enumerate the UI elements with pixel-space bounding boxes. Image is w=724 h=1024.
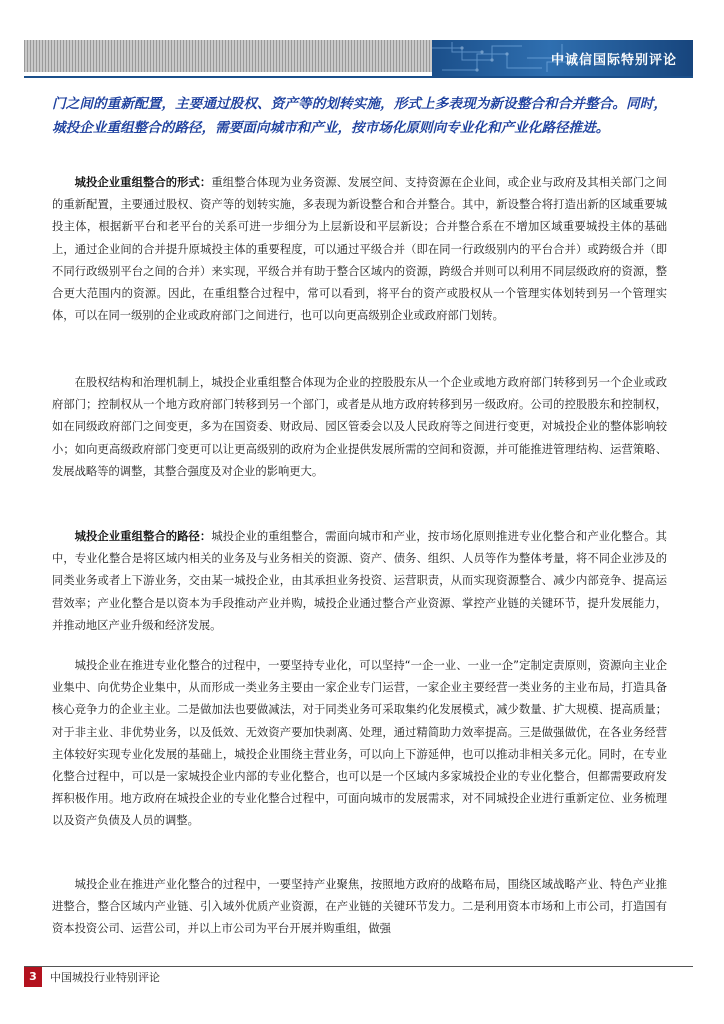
- footer-publication-title: 中国城投行业特别评论: [50, 971, 160, 984]
- report-series-title: 中诚信国际特别评论: [550, 53, 677, 68]
- paragraph-text: 重组整合体现为业务资源、发展空间、支持资源在企业间，或企业与政府及其相关部门之间的重新配置，主要通过股权、资产等的划转实施，多表现为新设整合和合并整合。其中，新设整合将打造出新的区域重要城投主体，根据新平台和老平台的关系可进一步细分为上层新设和平层新设；合并整合系在不增加区域重要城投主体的基础上，通过企业间的合并提升原城投主体的重要程度，可以通过平级合并（即在同一行政级别内的平台合并）或跨级合并（即不同行政级别平台之间的合并）来实现，平级合并有助于整合区域内的资源，跨级合并则可以利用不同层级政府的资源，整合更大范围内的资源。因此，在重组整合过程中，常可以看到，将平台的资产或股权从一个管理实体划转到另一个管理实体，可以在同一级别的企业或政府部门之间进行，也可以向更高级别企业或政府部门划转。: [52, 176, 667, 323]
- paragraph-paths: [52, 526, 667, 637]
- paragraph-text: 城投企业在推进专业化整合的过程中，一要坚持专业化，可以坚持“一企一业、一业一企”定制定责原则，资源向主业企业集中、向优势企业集中，从而形成一类业务主要由一家企业专门运营，一家企业主要经营一类业务的主业布局，打造具备核心竞争力的企业主业。二是做加法也要做减法，对于同类业务可采取集约化发展模式，减少数量、扩大规模、提高质量；对于非主业、非优势业务，以及低效、无效资产要加快剥离、处理，通过精简助力效率提高。三是做强做优，在各业务经营主体较好实现专业化发展的基础上，城投企业围绕主营业务，可以向上下游延伸，也可以推动非相关多元化。同时，在专业化整合过程中，可以是一家城投企业内部的专业化整合，也可以是一个区域内多家城投企业的专业化整合，但都需要政府发挥积极作用。地方政府在城投企业的专业化整合过程中，可面向城市的发展需求，对不同城投企业进行重新定位、业务梳理以及资产负债及人员的调整。: [52, 659, 667, 828]
- paragraph-text: 城投企业在推进产业化整合的过程中，一要坚持产业聚焦，按照地方政府的战略布局，围绕区域战略产业、特色产业推进整合，整合区域内产业链、引入域外优质产业资源，在产业链的关键环节发力。二是利用资本市场和上市公司，打造国有资本投资公司、运营公司，并以上市公司为平台开展并购重组，做强: [52, 878, 667, 936]
- paragraph-forms: [52, 172, 667, 327]
- footer-divider: [24, 966, 693, 967]
- paragraph-equity-governance: [52, 372, 667, 483]
- page-number-badge: 3: [24, 967, 42, 987]
- header-banner: [432, 40, 693, 76]
- paragraph-industrialization: [52, 874, 667, 941]
- lead-summary: 门之间的重新配置，主要通过股权、资产等的划转实施，形式上多表现为新设整合和合并整合。同时，城投企业重组整合的路径，需要面向城市和产业，按市场化原则向专业化和产业化路径推进。: [52, 96, 667, 136]
- paragraph-heading: 城投企业重组整合的路径：: [74, 530, 212, 543]
- paragraph-text: 城投企业的重组整合，需面向城市和产业，按市场化原则推进专业化整合和产业化整合。其中，专业化整合是将区域内相关的业务及与业务相关的资源、资产、债务、组织、人员等作为整体考量，将不同企业涉及的同类业务或者上下游业务，交由某一城投企业，由其承担业务投资、运营职责，从而实现资源整合、减少内部竞争、提高运营效率；产业化整合是以资本为手段推动产业并购，城投企业通过整合产业资源、掌控产业链的关键环节，提升发展能力，并推动地区产业升级和经济发展。: [52, 530, 667, 632]
- paragraph-specialization: [52, 655, 667, 833]
- header-underline: [24, 76, 693, 78]
- paragraph-text: 在股权结构和治理机制上，城投企业重组整合体现为企业的控股股东从一个企业或地方政府部门转移到另一个企业或政府部门；控制权从一个地方政府部门转移到另一个部门，或者是从地方政府转移到另一级政府。公司的控股股东和控制权，如在同级政府部门之间变更，多为在国资委、财政局、园区管委会以及人民政府等之间进行变更，对城投企业的整体影响较小；如向更高级政府部门变更可以让更高级别的政府为企业提供发展所需的空间和资源，并可能推进管理结构、运营策略、发展战略等的调整，其整合强度及对企业的影响更大。: [52, 376, 667, 478]
- paragraph-heading: 城投企业重组整合的形式：: [74, 176, 212, 189]
